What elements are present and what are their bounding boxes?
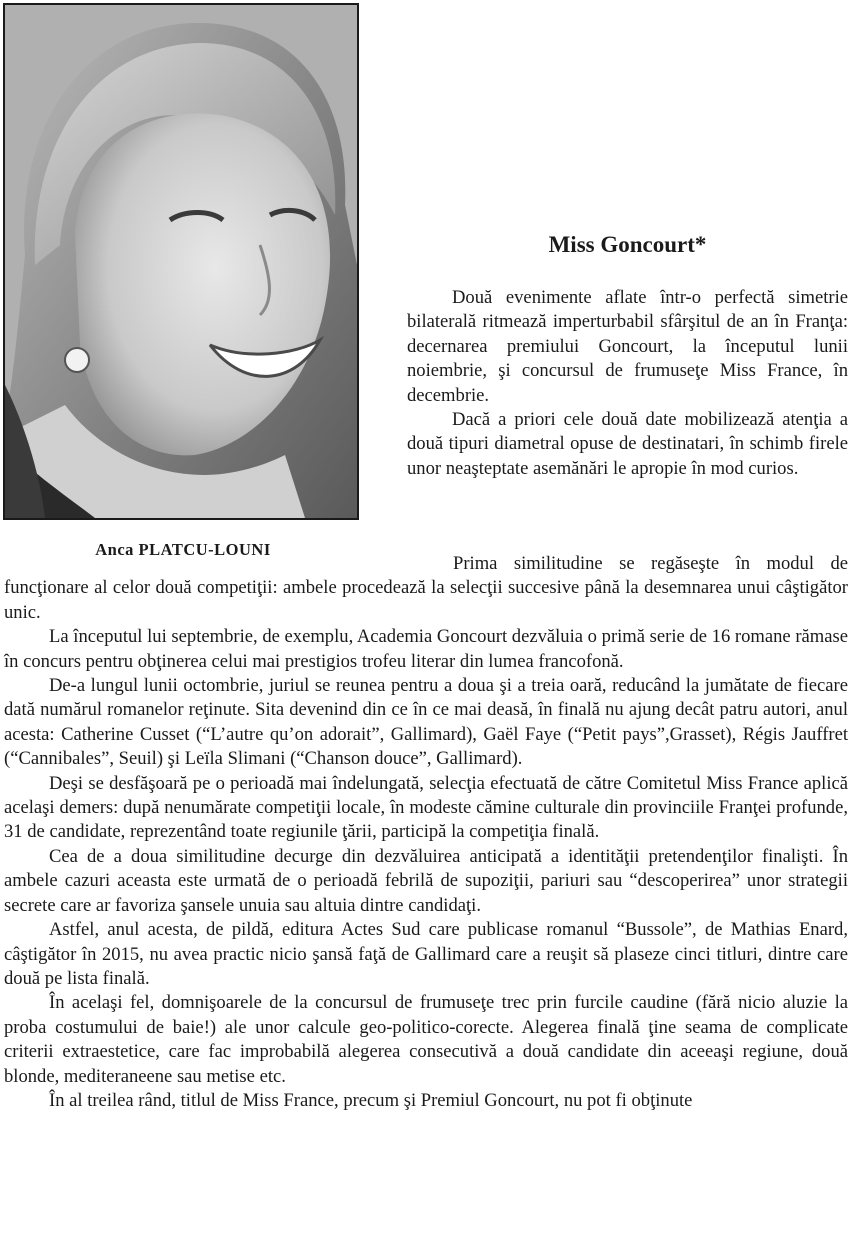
paragraph: Două evenimente aflate într-o perfectă simetrie bilaterală ritmează imperturbabil sfârşitul de an în Franţa: decernarea premiului Goncourt, la începutul lunii noiembrie, şi concursul de frumuseţe Miss France, în decembrie. — [407, 287, 848, 406]
paragraph: Deşi se desfăşoară pe o perioadă mai îndelungată, selecţia efectuată de către Comitetul Miss France aplică acelaşi demers: după nenumărate competiţii locale, în modeste cămine culturale din provinciile Franţei profunde, 31 de candidate, reprezentând toate regiunile ţării, participă la competiţia finală. — [4, 772, 848, 843]
paragraph: La începutul lui septembrie, de exemplu, Academia Goncourt dezvăluia o primă serie de 16 romane rămase în concurs pentru obţinerea celui mai prestigios trofeu literar din lumea francofonă. — [4, 626, 848, 672]
paragraph: Cea de a doua similitudine decurge din dezvăluirea anticipată a identităţii pretendenţilor finalişti. În ambele cazuri aceasta este urmată de o perioadă febrilă de supoziţii, pariuri sau “descoperirea” unor strategii secrete care ar favoriza şansele unuia sau altuia dintre candidaţi. — [4, 845, 848, 916]
author-portrait-icon — [5, 5, 357, 518]
author-photo — [3, 3, 359, 520]
paragraph: Dacă a priori cele două date mobilizează atenţia a două tipuri diametral opuse de destinatari, în schimb firele unor neaşteptate asemănări le apropie în mod curios. — [407, 409, 848, 479]
intro-column — [407, 286, 848, 481]
paragraph: Astfel, anul acesta, de pildă, editura Actes Sud care publicase romanul “Bussole”, de Mathias Enard, câştigător în 2015, nu avea practic nicio şansă faţă de Gallimard care a reuşit să plaseze cinci titluri, dintre care două pe lista finală. — [4, 919, 848, 989]
paragraph: Prima similitudine se regăseşte în modul de funcţionare al celor două competiţii: ambele procedează la selecţii succesive până la desemnarea unui câştigător unic. — [4, 553, 848, 623]
paragraph: În al treilea rând, titlul de Miss France, precum şi Premiul Goncourt, nu pot fi obţinute — [49, 1089, 693, 1111]
article-title: Miss Goncourt* — [548, 232, 707, 257]
article-body — [4, 552, 848, 1113]
paragraph: De-a lungul lunii octombrie, juriul se reunea pentru a doua şi a treia oară, reducând la jumătate de fiecare dată numărul romanelor reţinute. Sita devenind din ce în ce mai deasă, în finală nu ajung decât patru autori, anul acesta: Catherine Cusset (“L’autre qu’on adorait”, Gallimard), Gaël Faye (“Petit pays”,Grasset), Régis Jauffret (“Cannibales”, Seuil) şi Leïla Slimani (“Chanson douce”, Gallimard). — [4, 675, 848, 770]
paragraph: În acelaşi fel, domnişoarele de la concursul de frumuseţe trec prin furcile caudine (fără nicio aluzie la proba costumului de baie!) ale unor calcule geo-politico-corecte. Alegerea finală ţine seama de complicate criterii extraestetice, care fac improbabilă alegerea consecutivă a două candidate din aceeaşi regiune, două blonde, mediteraneene sau metise etc. — [4, 992, 848, 1087]
author-name: Anca PLATCU-LOUNI — [95, 540, 271, 559]
